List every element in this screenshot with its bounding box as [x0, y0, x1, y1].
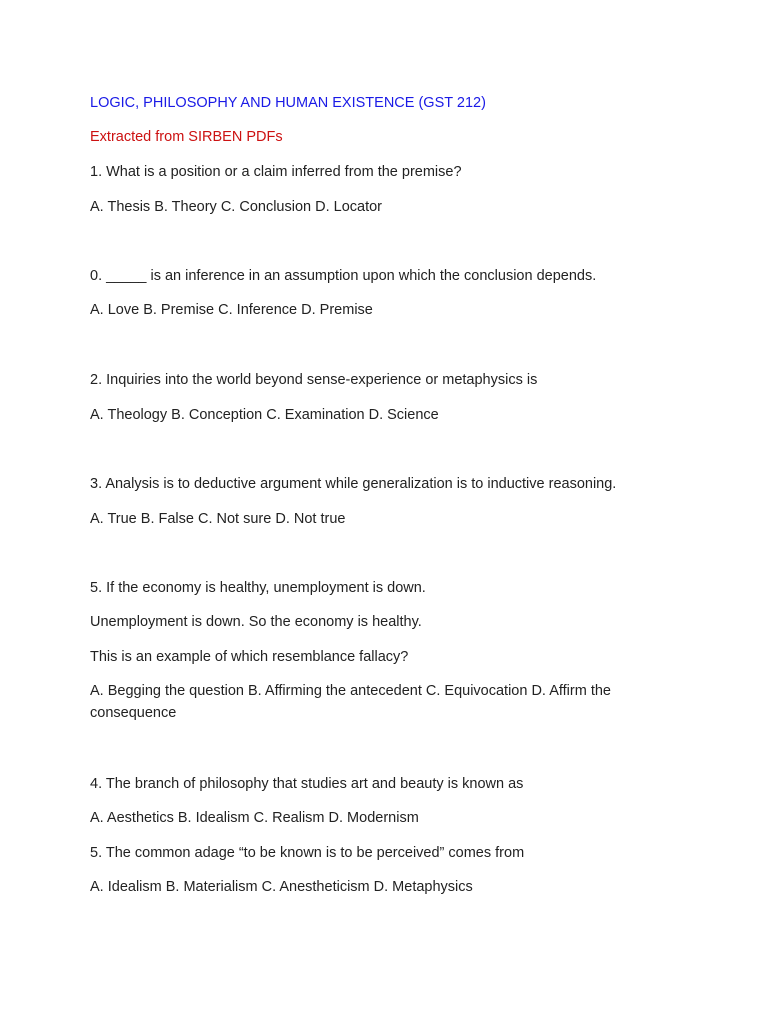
question-text: 1. What is a position or a claim inferred from the premise? — [90, 164, 462, 180]
question-text: 3. Analysis is to deductive argument while generalization is to inductive reasoning. — [90, 476, 617, 492]
question-text: Unemployment is down. So the economy is healthy. — [90, 614, 422, 630]
document-title: LOGIC, PHILOSOPHY AND HUMAN EXISTENCE (GST 212) — [90, 95, 486, 111]
document-subtitle: Extracted from SIRBEN PDFs — [90, 129, 283, 145]
answer-options: A. Love B. Premise C. Inference D. Premise — [90, 302, 373, 318]
question-text: 5. The common adage “to be known is to be perceived” comes from — [90, 845, 525, 861]
question-text: 2. Inquiries into the world beyond sense-experience or metaphysics is — [90, 372, 538, 388]
answer-options: A. Idealism B. Materialism C. Anestheticism D. Metaphysics — [90, 879, 473, 895]
answer-options: A. True B. False C. Not sure D. Not true — [90, 511, 346, 527]
answer-options: A. Thesis B. Theory C. Conclusion D. Locator — [90, 199, 383, 215]
question-text: 5. If the economy is healthy, unemployment is down. — [90, 580, 426, 596]
answer-options: A. Begging the question B. Affirming the antecedent C. Equivocation D. Affirm the consequence — [90, 683, 611, 721]
question-text: This is an example of which resemblance fallacy? — [90, 649, 409, 665]
answer-options: A. Theology B. Conception C. Examination D. Science — [90, 407, 439, 423]
question-text: 4. The branch of philosophy that studies art and beauty is known as — [90, 776, 524, 792]
question-text: 0. _____ is an inference in an assumption upon which the conclusion depends. — [90, 268, 597, 284]
answer-options: A. Aesthetics B. Idealism C. Realism D. Modernism — [90, 810, 419, 826]
